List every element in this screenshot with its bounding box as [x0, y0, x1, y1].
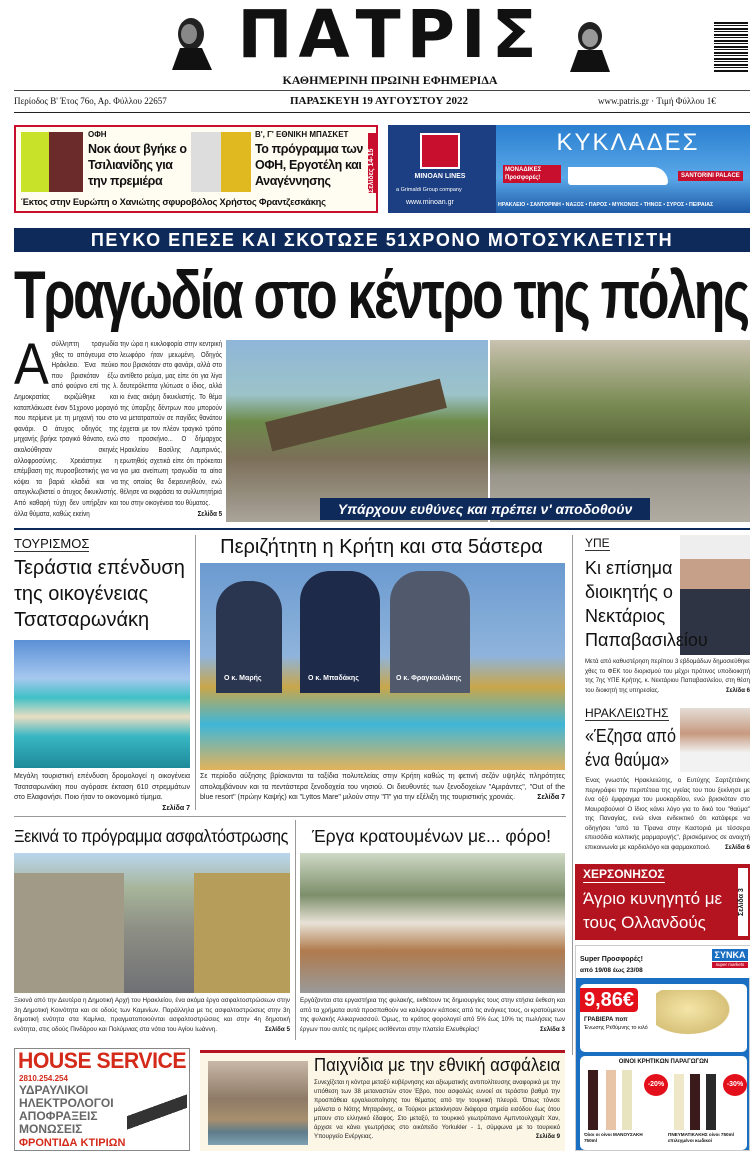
lead-text-col1: σύλληπτη τραγωδία χθες το απόγευμα στο Ηράκλειο. Ένα πεύκο που βρισκόταν έξω από φούρνο επί της λ. Δημοκρατίας εκριζώθηκε και καταπλάκωσε έναν 51χρονο μοραγιό που περίμενε με τη μηχανή του στο φανάρι. Ο άτυχος οδηγός της μηχανής βρήκε τραγικό θάνατο, ενώ ακολούθησαν σκηνές αλλοφροσύνης. Χρειάστηκε η επέμβαση της πυροσβεστικής για να κόψει τα βαριά κλαδιά και να απεγκλωβιστεί ο άτυχος δικυκλιστής. Από καθαρή τύχη δεν υπήρξαν και άλλα θύματα, καθώς εκείνη	[14, 341, 118, 518]
cheese-icon	[656, 990, 736, 1038]
ferry-icon	[568, 167, 668, 185]
wine-bottles-icon	[588, 1070, 640, 1130]
ype-page-ref[interactable]: Σελίδα 6	[726, 686, 750, 694]
synka-logo: ΣΥΝΚΑ	[712, 949, 748, 961]
hersonissos-box[interactable]	[575, 864, 750, 940]
miracle-kicker: ΗΡΑΚΛΕΙΩΤΗΣ	[585, 706, 669, 720]
photo-name-3: Ο κ. Φραγκουλάκης	[396, 675, 462, 682]
minoan-logo	[420, 133, 460, 169]
lead-photo-caption: Υπάρχουν ευθύνες και πρέπει ν' αποδοθούν	[320, 498, 650, 520]
tourism-kicker: ΤΟΥΡΙΣΜΟΣ	[14, 536, 90, 551]
basketball-photo	[191, 132, 251, 192]
asphalt-text: Ξεκινά από την Δευτέρα η Δημοτική Αρχή του Ηρακλείου, ένα ακόμα έργο ασφαλτοστρώσεων στην 3η Δημοτική Κοινότητα και σε οδούς των Καμινίων. Παράλληλα με τις ασφαλτοστρώσεις στην 3η δημοτική ενότητα στα Καμίνια, πραγματοποιούνται ασφαλτοστρώσεις και στην 4η δημοτική ενότητα, στις οδούς Πινδάρου και Πολύμνιας στα νότια του Αγίου Ιωάννη.	[14, 997, 290, 1033]
lead-page-ref[interactable]: Σελίδα 5	[197, 510, 222, 518]
road-photo	[14, 853, 290, 993]
masthead-subtitle: ΚΑΘΗΜΕΡΙΝΗ ΠΡΩΙΝΗ ΕΦΗΜΕΡΙΔΑ	[282, 73, 498, 87]
minoan-url[interactable]: www.minoan.gr	[406, 199, 454, 206]
fallen-tree-photo-2	[490, 340, 750, 522]
hersonissos-headline: Άγριο κυνηγητό με τους Ολλανδούς	[583, 889, 723, 932]
issue-info: Περίοδος Β' Έτος 76ο, Αρ. Φύλλου 22657	[14, 96, 167, 106]
minoan-title: ΚΥΚΛΑΔΕΣ	[556, 129, 700, 156]
sports-headline-1: Νοκ άουτ βγήκε ο Τσιλιανίδης για την πρεμιέρα	[88, 142, 187, 188]
sports-kicker-ofi: ΟΦΗ	[88, 130, 107, 139]
hotel-directors-photo	[200, 563, 565, 770]
wine-bottles-icon-2	[674, 1074, 722, 1130]
football-photo	[21, 132, 83, 192]
lead-headline[interactable]: Τραγωδία στο κέντρο της πόλης	[14, 257, 748, 333]
photo-name-2: Ο κ. Μπαδάκης	[308, 675, 359, 682]
minoan-lines-ad[interactable]: MINOAN LINES a Grimaldi Group company www.minoan.gr ΚΥΚΛΑΔΕΣ ΜΟΝΑΔΙΚΕΣ Προσφορές! SANTORINI PALACE ΗΡΑΚΛΕΙΟ • ΣΑΝΤΟΡΙΝΗ • ΝΑΞΟΣ • ΠΑΡΟΣ • ΜΥΚΟΝΟΣ • ΤΗΝΟΣ • ΣΥΡΟΣ • ΠΕΙΡΑΙΑΣ	[388, 125, 750, 213]
miracle-page-ref[interactable]: Σελίδα 6	[725, 843, 750, 851]
portrait-left-icon	[168, 14, 214, 70]
miracle-text: Ένας γνωστός Ηρακλειώτης, ο Ευτύχης Σαρτζετάκης περιγράφει την περιπέτεια της υγείας του που ξεκίνησε με ένα οξύ έμφραγμα του μυοκαρδίου, ενώ βρισκόταν στο Μαυροβούνιο! Ο ίδιος κάνει λόγο για το δικό του "θαύμα" της Παναγίας, ενώ είναι ενδεικτικό ότι κατάφερε να οδηγήσει "από τα Τίρανα στην Καστοριά με τέσσερα επεισόδια κολπικής μαρμαρυγής", βρισκόμενος σε ανοιχτή επικοινωνία με καρδιολόγο και φαρμακοποιό.	[585, 777, 750, 851]
masthead-title: ΠΑΤΡΙΣ	[237, 0, 543, 73]
security-text: Συνεχίζεται η κόντρα μεταξύ κυβέρνησης και αξιωματικής αντιπολίτευσης αναφορικά με την υπόθεση των 38 μεταναστών στον Έβρο, που ασφαλώς ευνοεί σε τεράστιο βαθμό την προσπάθεια εργαλειοποίησης του θέματος από την τουρκική πλευρά. Όπως τόνισε μάλιστα ο Νότης Μηταράκης, οι Τούρκοι μετακίνησαν διάφορα σημεία εισόδου έως ότου μπουν στο ελληνικό έδαφος. Στο μεταξύ, το τουρκικό γεωτρύπανο Αμπντουλχαμίτ Χαν, άρχισε να κάνει γεωτρήσεις στο οικόπεδο Yorkukler - 1, σύμφωνα με το τουρκικό Υπουργείο Ενέργειας.	[314, 1079, 560, 1140]
website-price: www.patris.gr · Τιμή Φύλλου 1€	[598, 96, 716, 106]
miracle-headline[interactable]: «Έζησα από ένα θαύμα»	[585, 726, 676, 770]
barcode	[714, 22, 748, 72]
sports-footer: Έκτος στην Ευρώπη ο Χανιώτης σφυροβόλος Χρήστος Φραντζεσκάκης	[21, 197, 326, 207]
prisoners-text: Εργάζονται στα εργαστήρια της φυλακής, εκθέτουν τις δημιουργίες τους στην ετήσια έκθεση και από τα χρήματα αυτά προσπαθούν να καλύψουν κάποιες από τις ανάγκες τους, οι κρατούμενοι της φυλακής Αλικαρνασσού. Όμως, το κράτος φορολογεί από 5% έως 10% τις πωλήσεις των έργων που αυτές τις ημέρες εκτίθενται στην πλατεία Ελευθερίας!	[300, 997, 565, 1033]
hotels-text: Σε περίοδο αύξησης βρίσκονται τα ταξίδια πολυτελείας στην Κρήτη καθώς τη φετινή σεζόν υψηλές πληρότητες απολαμβάνουν και τα πεντάστερα ξενοδοχεία του νησιού. Οι διευθυντές των ξενοδοχείων "Αμιράντες", "Out of the blue resort" (πρώην Καψής) και "Lyttos Mare" μιλούν στην "Π" για την εξέλιξη της τουριστικής χρονιάς.	[200, 773, 565, 802]
portrait-right-icon	[568, 18, 612, 72]
security-page-ref[interactable]: Σελίδα 9	[535, 1133, 560, 1140]
hotels-headline[interactable]: Περιζήτητη η Κρήτη και στα 5άστερα	[220, 536, 543, 558]
hersonissos-kicker: ΧΕΡΣΟΝΗΣΟΣ	[583, 867, 665, 881]
sports-promo[interactable]	[14, 125, 378, 213]
ype-headline[interactable]: Κι επίσημα διοικητής ο Νεκτάριος Παπαβασιλείου	[585, 558, 708, 650]
house-service-ad[interactable]: HOUSE SERVICE 2810.254.254 ΥΔΡΑΥΛΙΚΟΙ ΗΛΕΚΤΡΟΛΟΓΟΙ ΑΠΟΦΡΑΞΕΙΣ ΜΟΝΩΣΕΙΣ ΦΡΟΝΤΙΔΑ ΚΤΙΡΙΩΝ	[14, 1048, 190, 1151]
lead-text-col2: την ώρα η κυκλοφορία στην κεντρική λεωφόρο ήταν μειωμένη. Οδηγός που βρισκόταν στο φανάρι, αλλά στο αντίθετο ρεύμα, μας είπε ότι για λίγα δευτερόλεπτα γλύτωσε ο ίδιος, αλλά κι ένας ακόμη δικυκλιστής. Το θέμα της ύπαρξης δέντρων που μπορούν να μετατραπούν σε παγίδες θανάτου έρχεται με τον πλέον τραγικό τρόπο στο προσκήνιο... Ο δήμαρχος Ηρακλείου Βασίλης Λαμπρινός, ερωτηθείς σχετικά είπε ότι πρόκειται για μια ανείπωτη τραγωδία τα αίτια της οποίας θα διερευνηθούν, ενώ θέλησε να εκφράσει τα συλλυπητήριά του στην οικογένεια του θύματος.	[120, 341, 222, 507]
synka-ad[interactable]: Super Προσφορές! από 19/08 έως 23/08 ΣΥΝΚΑ super markets 9,86€ ΓΡΑΒΙΕΡΑ ποπ Ένωσης Ρεθύμνης το κιλό ΟΙΝΟΙ ΚΡΗΤΙΚΩΝ ΠΑΡΑΓΩΓΩΝ -20% -30% Όλοι οι οίνοι ΜΑΝΟΥΣΑΚΗ 750ml ΠΝΕΥΜΑΤΙΚΑΚΗΣ οίνοι 750ml επιλεγμένοι κωδικοί	[575, 945, 750, 1151]
sports-pages: Σελίδες 14-15	[368, 133, 376, 193]
security-headline[interactable]: Παιχνίδια με την εθνική ασφάλεια	[314, 1054, 561, 1075]
lead-kicker: ΠΕΥΚΟ ΕΠΕΣΕ ΚΑΙ ΣΚΟΤΩΣΕ 51ΧΡΟΝΟ ΜΟΤΟΣΥΚΛΕΤΙΣΤΗ	[14, 228, 750, 252]
prisoners-headline[interactable]: Έργα κρατουμένων με... φόρο!	[311, 826, 552, 846]
elafonisi-photo	[14, 640, 190, 768]
prisoners-page-ref[interactable]: Σελίδα 3	[540, 1025, 565, 1033]
hotels-page-ref[interactable]: Σελίδα 7	[537, 794, 565, 802]
asphalt-headline[interactable]: Ξεκινά το πρόγραμμα ασφαλτόστρωσης	[14, 826, 289, 846]
sartzetakis-photo	[680, 708, 750, 772]
issue-date: ΠΑΡΑΣΚΕΥΗ 19 ΑΥΓΟΥΣΤΟΥ 2022	[290, 95, 469, 107]
workers-icon	[127, 1089, 187, 1135]
sports-headline-2: Το πρόγραμμα των ΟΦΗ, Εργοτέλη και Αναγέννησης	[255, 142, 363, 188]
sports-kicker-basket: Β', Γ' ΕΘΝΙΚΗ ΜΠΑΣΚΕΤ	[255, 130, 349, 139]
tourism-headline[interactable]: Τεράστια επένδυση της οικογένειας Τσατσαρωνάκη	[14, 557, 185, 631]
ype-kicker: ΥΠΕ	[585, 536, 610, 550]
graviera-price: 9,86€	[580, 988, 638, 1012]
ype-text: Μετά από καθυστέρηση περίπου 3 εβδομάδων δημοσιεύθηκε χθες το ΦΕΚ του διορισμού του μέχρι πρότινος υποδιοικητή της 7ης ΥΠΕ Κρήτης, κ. Νεκτάριου Παπαβασιλείου, στη θέση του διοικητή της υπηρεσίας.	[585, 658, 750, 694]
asphalt-page-ref[interactable]: Σελίδα 5	[265, 1025, 290, 1033]
tourism-text: Μεγάλη τουριστική επένδυση δρομολογεί η οικογένεια Τσατσαρωνάκη που αγόρασε έκταση 610 στρεμμάτων στο Ελαφονήσι. Ποιο ήταν το οικονομικό τίμημα.	[14, 773, 190, 802]
drop-cap: Α	[14, 332, 49, 397]
fallen-tree-photo-1	[226, 340, 488, 522]
exhibition-photo	[300, 853, 565, 993]
photo-name-1: Ο κ. Μαρής	[224, 675, 262, 682]
tourism-page-ref[interactable]: Σελίδα 7	[162, 804, 190, 812]
hersonissos-page-ref: Σελίδα 3	[738, 868, 748, 936]
evros-river-photo	[208, 1061, 308, 1145]
